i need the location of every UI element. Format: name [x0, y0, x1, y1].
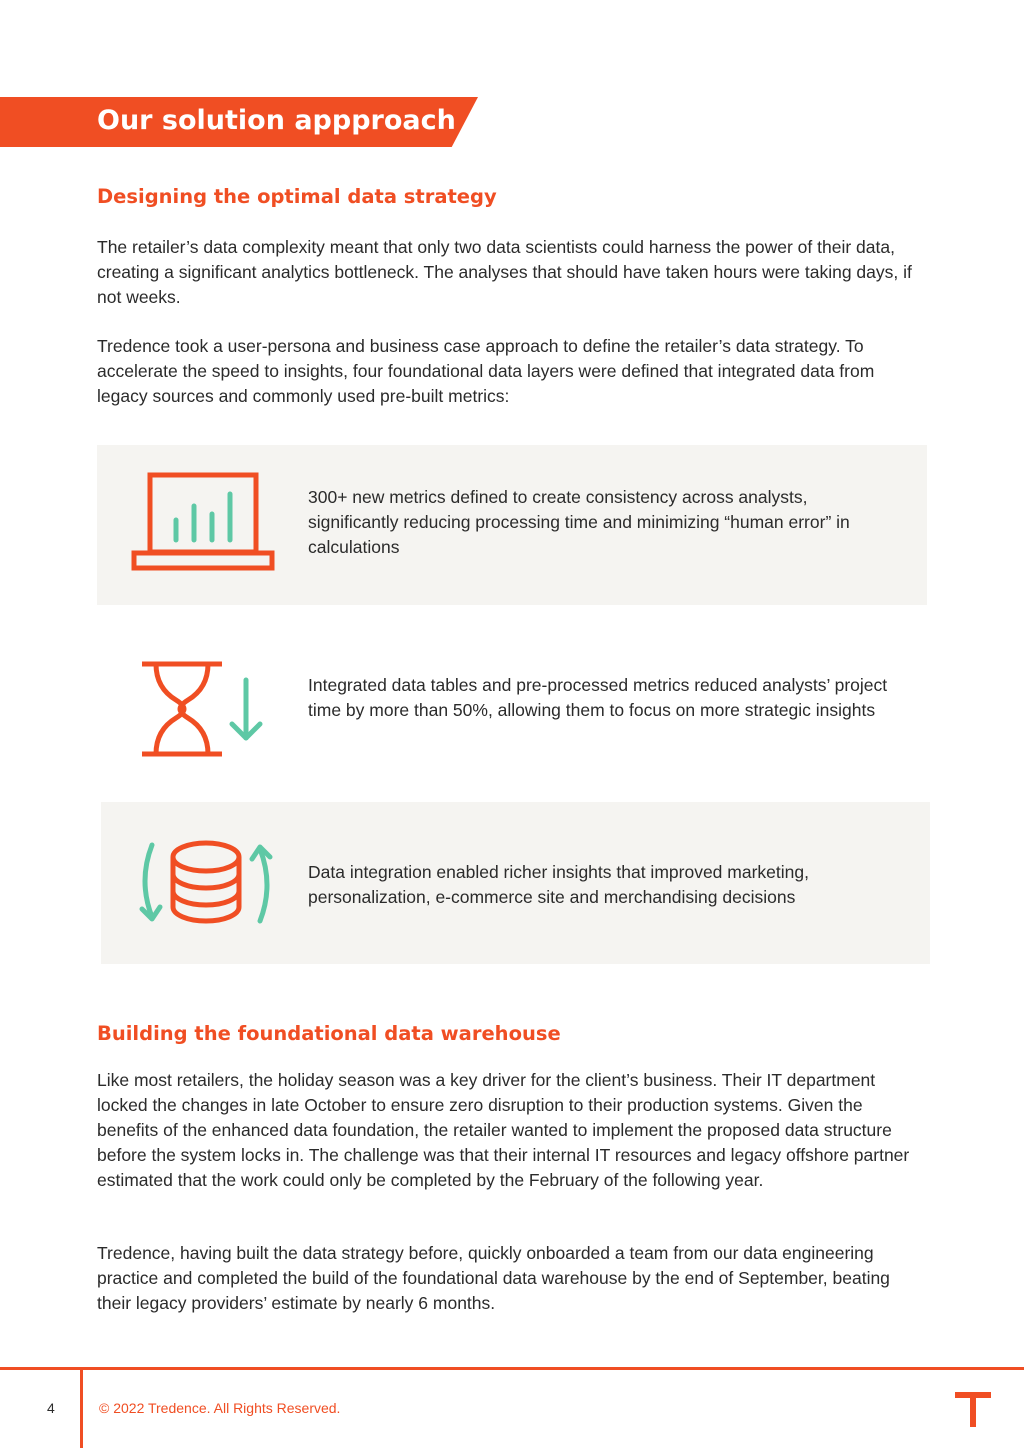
- strategy-heading: Designing the optimal data strategy: [97, 185, 497, 208]
- hourglass-down-arrow-icon: [138, 658, 268, 762]
- laptop-chart-icon: [130, 470, 276, 576]
- strategy-paragraph-2: Tredence took a user-persona and business case approach to define the retailer’s data strategy. To accelerate the speed to insights, four foundational data layers were defined that integrated data from legacy sources and commonly used pre-built metrics:: [97, 336, 875, 406]
- warehouse-heading: Building the foundational data warehouse: [97, 1022, 561, 1045]
- database-sync-icon: [134, 837, 278, 929]
- highlight-text-project-time: Integrated data tables and pre-processed metrics reduced analysts’ project time by more than 50%, allowing them to focus on more strategic insights: [308, 675, 888, 720]
- warehouse-paragraph-1: Like most retailers, the holiday season was a key driver for the client’s business. Their IT department locked the changes in late October to ensure zero disruption to their production systems. Given the benefits of the enhanced data foundation, the retailer wanted to implement the proposed data structure before the system locks in. The challenge was that their internal IT resources and legacy offshore partner estimated that the work could only be completed by the February of the following year.: [97, 1070, 910, 1190]
- copyright-notice: © 2022 Tredence. All Rights Reserved.: [99, 1400, 341, 1416]
- strategy-paragraph-1: The retailer’s data complexity meant that only two data scientists could harness the power of their data, creating a significant analytics bottleneck. The analyses that should have taken hours were taking days, if not weeks.: [97, 237, 912, 307]
- highlight-text-integration: Data integration enabled richer insights that improved marketing, personalization, e-commerce site and merchandising decisions: [308, 862, 809, 907]
- page-number: 4: [47, 1400, 55, 1416]
- warehouse-paragraph-2: Tredence, having built the data strategy before, quickly onboarded a team from our data engineering practice and completed the build of the foundational data warehouse by the end of September, beating their legacy providers’ estimate by nearly 6 months.: [97, 1243, 890, 1313]
- footer-rule: [0, 1367, 1024, 1370]
- section-title: Our solution appproach: [97, 105, 456, 136]
- tredence-t-logo-icon: [954, 1390, 992, 1428]
- footer-divider: [80, 1367, 83, 1448]
- highlight-text-metrics: 300+ new metrics defined to create consistency across analysts, significantly reducing processing time and minimizing “human error” in calculations: [308, 487, 850, 557]
